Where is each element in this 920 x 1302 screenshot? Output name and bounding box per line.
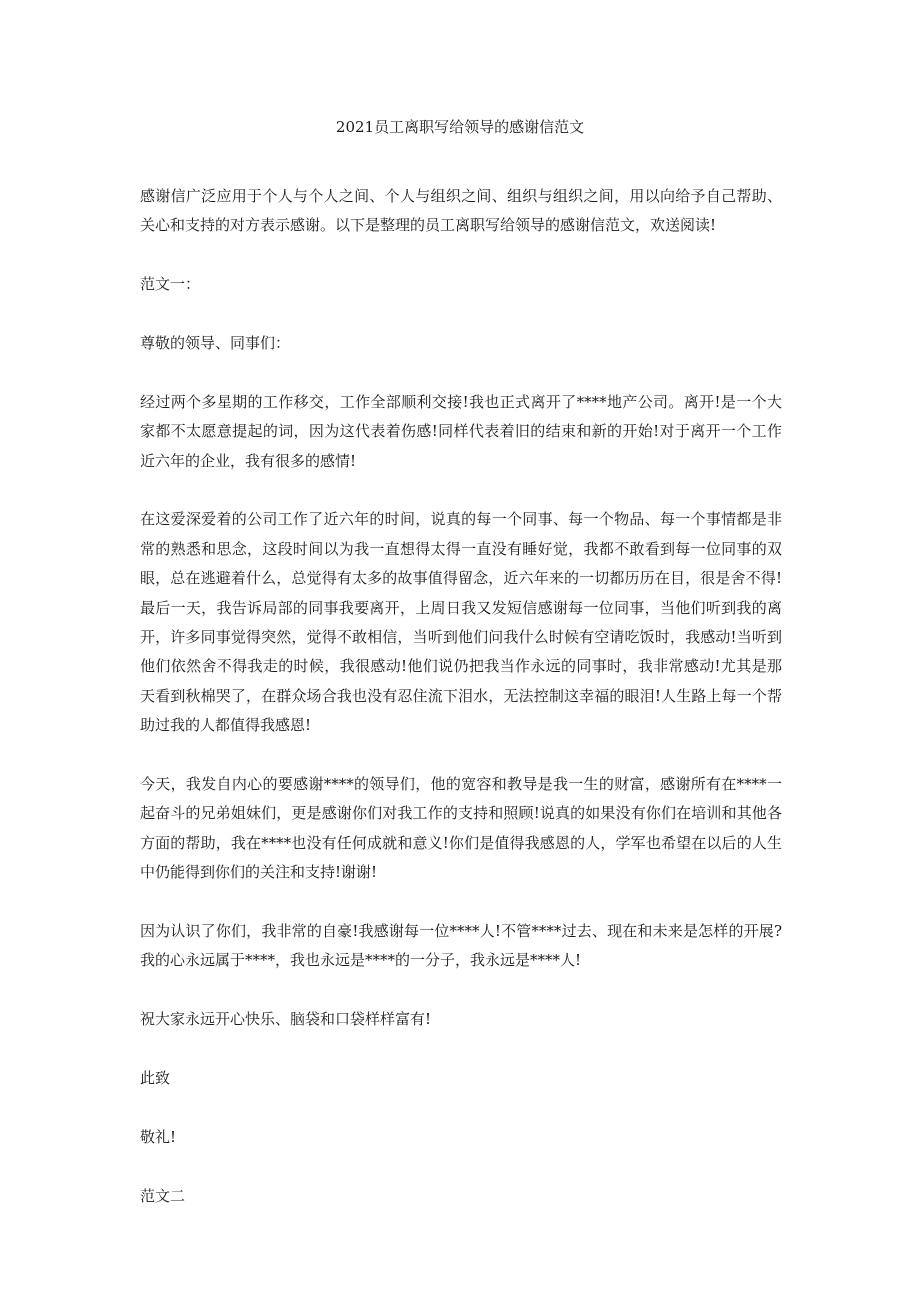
body-paragraph: 经过两个多星期的工作移交，工作全部顺利交接!我也正式离开了****地产公司。离开!是一个大家都不太愿意提起的词，因为这代表着伤感!同样代表着旧的结束和新的开始!对于离开一个工作近六年的企业，我有很多的感情!	[140, 392, 782, 470]
closing-wish: 祝大家永远开心快乐、脑袋和口袋样样富有!	[140, 1010, 432, 1029]
body-paragraph: 今天，我发自内心的要感谢****的领导们，他的宽容和教导是我一生的财富，感谢所有在****一起奋斗的兄弟姐妹们，更是感谢你们对我工作的支持和照顾!说真的如果没有你们在培训和其他各方面的帮助，我在****也没有任何成就和意义!你们是值得我感恩的人，学军也希望在以后的人生中仍能得到你们的关注和支持!谢谢!	[140, 775, 782, 882]
closing-phrase: 此致	[140, 1069, 171, 1088]
document-title: 2021员工离职写给领导的感谢信范文	[335, 118, 585, 136]
body-paragraph: 因为认识了你们，我非常的自豪!我感谢每一位****人!不管****过去、现在和未来是怎样的开展?我的心永远属于****，我也永远是****的一分子，我永远是****人!	[140, 922, 782, 970]
closing-regards: 敬礼!	[140, 1127, 177, 1146]
document-body	[140, 182, 782, 1240]
intro-paragraph: 感谢信广泛应用于个人与个人之间、个人与组织之间、组织与组织之间，用以向给予自己帮助、关心和支持的对方表示感谢。以下是整理的员工离职写给领导的感谢信范文，欢送阅读!	[140, 187, 782, 235]
salutation: 尊敬的领导、同事们：	[140, 334, 291, 352]
body-paragraph: 在这爱深爱着的公司工作了近六年的时间，说真的每一个同事、每一个物品、每一个事情都是非常的熟悉和思念，这段时间以为我一直想得太得一直没有睡好觉，我都不敢看到每一位同事的双眼，总在逃避着什么，总觉得有太多的故事值得留念，近六年来的一切都历历在目，很是舍不得!最后一天，我告诉局部的同事我要离开，上周日我又发短信感谢每一位同事，当他们听到我的离开，许多同事觉得突然，觉得不敢相信，当听到他们问我什么时候有空请吃饭时，我感动!当听到他们依然舍不得我走的时候，我很感动!他们说仍把我当作永远的同事时，我非常感动!尤其是那天看到秋棉哭了，在群众场合我也没有忍住流下泪水，无法控制这幸福的眼泪!人生路上每一个帮助过我的人都值得我感恩!	[140, 510, 782, 735]
sample-two-heading: 范文二	[140, 1186, 186, 1205]
sample-one-heading: 范文一：	[140, 275, 201, 294]
